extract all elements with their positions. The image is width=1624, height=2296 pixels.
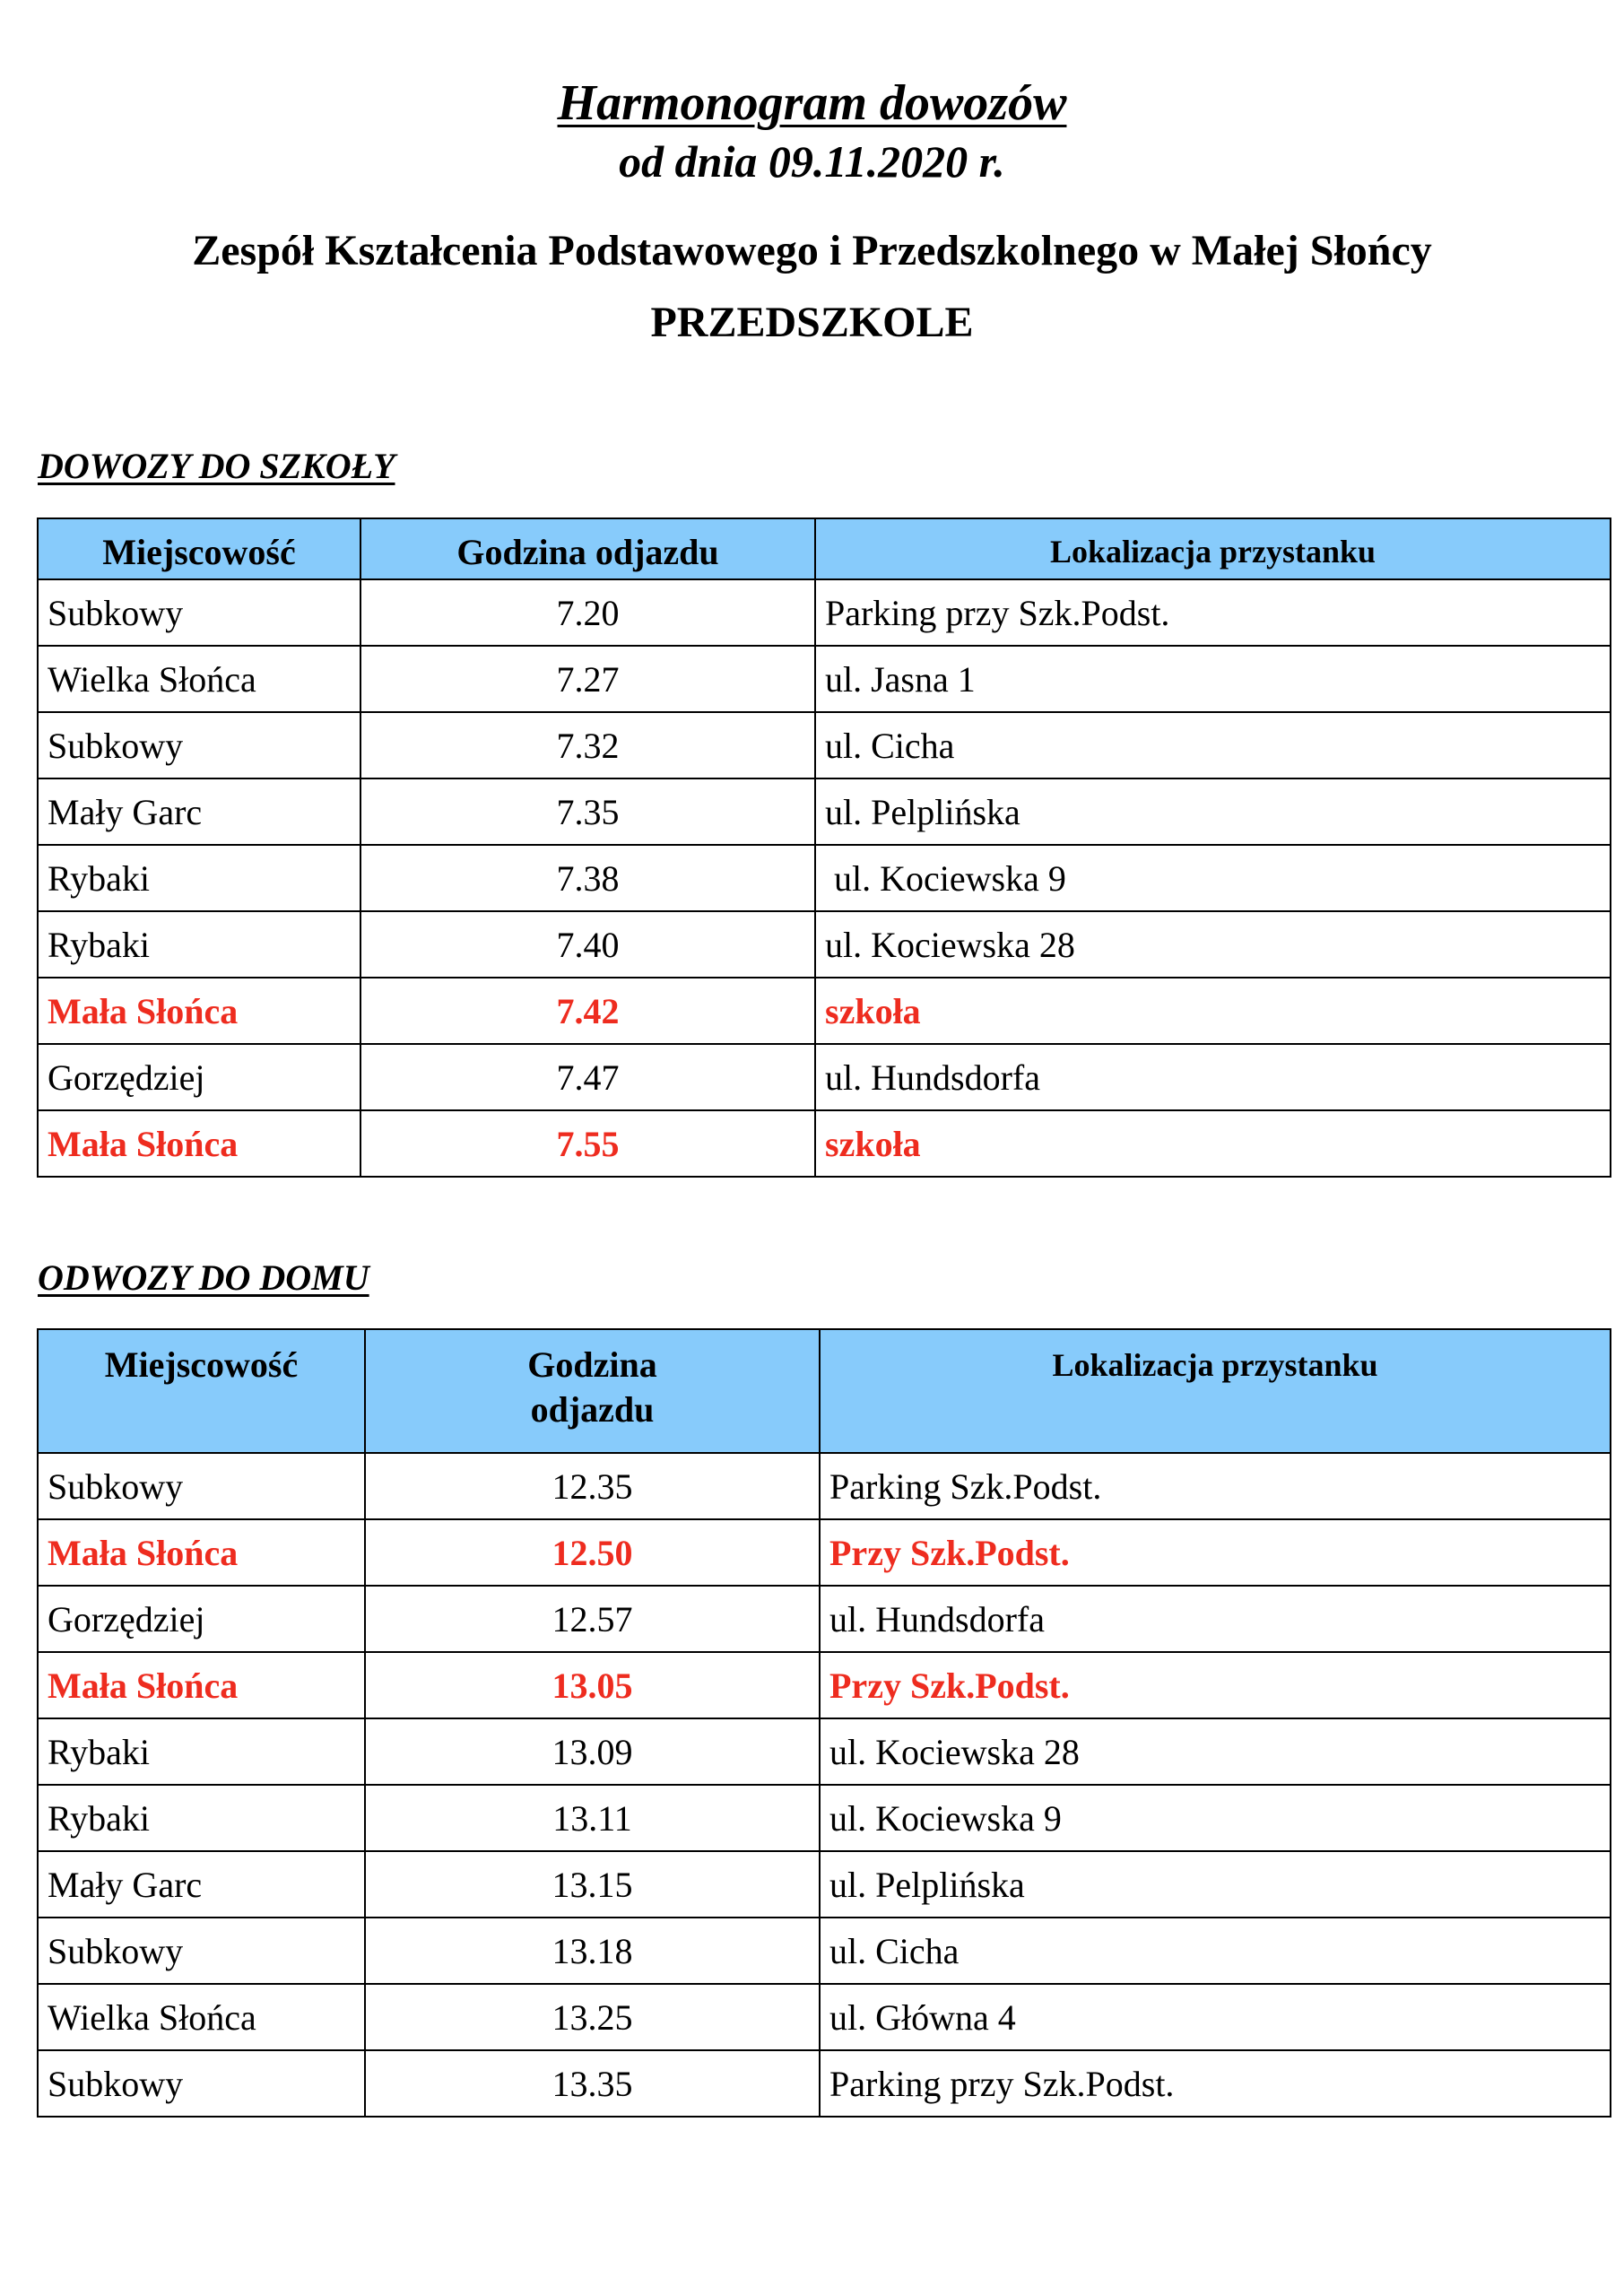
cell-time: 13.05 xyxy=(365,1652,820,1718)
cell-place: Mała Słońca xyxy=(38,1652,365,1718)
cell-stop: ul. Kociewska 28 xyxy=(820,1718,1611,1785)
cell-time: 13.15 xyxy=(365,1851,820,1918)
table-row xyxy=(38,1718,1611,1785)
cell-place: Subkowy xyxy=(38,1918,365,1984)
cell-place: Mały Garc xyxy=(38,1851,365,1918)
cell-time: 13.18 xyxy=(365,1918,820,1984)
cell-place: Gorzędziej xyxy=(38,1044,360,1110)
cell-time: 7.47 xyxy=(360,1044,815,1110)
cell-stop: Parking Szk.Podst. xyxy=(820,1453,1611,1519)
cell-stop: Parking przy Szk.Podst. xyxy=(820,2050,1611,2117)
cell-time: 12.50 xyxy=(365,1519,820,1586)
cell-stop: ul. Kociewska 9 xyxy=(820,1785,1611,1851)
cell-stop: ul. Główna 4 xyxy=(820,1984,1611,2050)
cell-place: Subkowy xyxy=(38,2050,365,2117)
cell-time: 7.20 xyxy=(360,579,815,646)
cell-place: Subkowy xyxy=(38,579,360,646)
table-row xyxy=(38,1110,1611,1177)
school-name: Zespół Kształcenia Podstawowego i Przedszkolnego w Małej Słońcy xyxy=(192,227,1432,274)
cell-time: 13.11 xyxy=(365,1785,820,1851)
cell-time: 7.27 xyxy=(360,646,815,712)
column-header-place: Miejscowość xyxy=(38,518,360,579)
cell-time: 7.40 xyxy=(360,911,815,978)
column-header-place: Miejscowość xyxy=(38,1329,365,1453)
cell-time: 7.35 xyxy=(360,778,815,845)
table-row xyxy=(38,579,1611,646)
cell-time: 12.35 xyxy=(365,1453,820,1519)
cell-stop: ul. Hundsdorfa xyxy=(815,1044,1611,1110)
cell-place: Wielka Słońca xyxy=(38,1984,365,2050)
table-row xyxy=(38,1652,1611,1718)
cell-stop: ul. Kociewska 28 xyxy=(815,911,1611,978)
cell-time: 13.09 xyxy=(365,1718,820,1785)
effective-date: od dnia 09.11.2020 r. xyxy=(619,136,1005,187)
cell-place: Rybaki xyxy=(38,845,360,911)
to-home-table xyxy=(37,1328,1611,2118)
table-row xyxy=(38,1586,1611,1652)
cell-time: 12.57 xyxy=(365,1586,820,1652)
cell-stop: ul. Cicha xyxy=(815,712,1611,778)
cell-stop: szkoła xyxy=(815,1110,1611,1177)
table-row xyxy=(38,2050,1611,2117)
cell-place: Mała Słońca xyxy=(38,1110,360,1177)
cell-stop: Przy Szk.Podst. xyxy=(820,1519,1611,1586)
cell-place: Subkowy xyxy=(38,712,360,778)
table-row xyxy=(38,1851,1611,1918)
cell-place: Rybaki xyxy=(38,1785,365,1851)
column-header-stop: Lokalizacja przystanku xyxy=(820,1329,1611,1453)
column-header-stop: Lokalizacja przystanku xyxy=(815,518,1611,579)
table-row xyxy=(38,778,1611,845)
cell-place: Subkowy xyxy=(38,1453,365,1519)
table-row xyxy=(38,1044,1611,1110)
column-header-time: Godzina odjazdu xyxy=(365,1329,820,1453)
table-row xyxy=(38,1453,1611,1519)
to-school-table xyxy=(37,517,1611,1178)
cell-stop: ul. Pelplińska xyxy=(815,778,1611,845)
unit-name: PRZEDSZKOLE xyxy=(650,299,974,346)
table-row xyxy=(38,1918,1611,1984)
table-row xyxy=(38,646,1611,712)
cell-stop: ul. Hundsdorfa xyxy=(820,1586,1611,1652)
cell-time: 7.42 xyxy=(360,978,815,1044)
cell-place: Gorzędziej xyxy=(38,1586,365,1652)
cell-place: Rybaki xyxy=(38,1718,365,1785)
column-header-time: Godzina odjazdu xyxy=(360,518,815,579)
table-row xyxy=(38,978,1611,1044)
to-school-heading: DOWOZY DO SZKOŁY xyxy=(38,446,395,486)
cell-place: Rybaki xyxy=(38,911,360,978)
cell-stop: Przy Szk.Podst. xyxy=(820,1652,1611,1718)
document-title: Harmonogram dowozów xyxy=(557,75,1067,131)
cell-stop: szkoła xyxy=(815,978,1611,1044)
cell-time: 7.55 xyxy=(360,1110,815,1177)
table-header-row xyxy=(38,518,1611,579)
table-row xyxy=(38,1785,1611,1851)
cell-stop: ul. Jasna 1 xyxy=(815,646,1611,712)
table-row xyxy=(38,1984,1611,2050)
cell-stop: ul. Cicha xyxy=(820,1918,1611,1984)
cell-place: Mała Słońca xyxy=(38,978,360,1044)
table-row xyxy=(38,845,1611,911)
cell-time: 7.32 xyxy=(360,712,815,778)
cell-stop: Parking przy Szk.Podst. xyxy=(815,579,1611,646)
cell-time: 7.38 xyxy=(360,845,815,911)
table-header-row xyxy=(38,1329,1611,1453)
table-row xyxy=(38,911,1611,978)
cell-stop: ul. Pelplińska xyxy=(820,1851,1611,1918)
cell-place: Wielka Słońca xyxy=(38,646,360,712)
to-home-heading: ODWOZY DO DOMU xyxy=(38,1257,369,1298)
cell-time: 13.25 xyxy=(365,1984,820,2050)
table-row xyxy=(38,1519,1611,1586)
cell-place: Mała Słońca xyxy=(38,1519,365,1586)
cell-stop: ul. Kociewska 9 xyxy=(815,845,1611,911)
table-row xyxy=(38,712,1611,778)
cell-time: 13.35 xyxy=(365,2050,820,2117)
cell-place: Mały Garc xyxy=(38,778,360,845)
